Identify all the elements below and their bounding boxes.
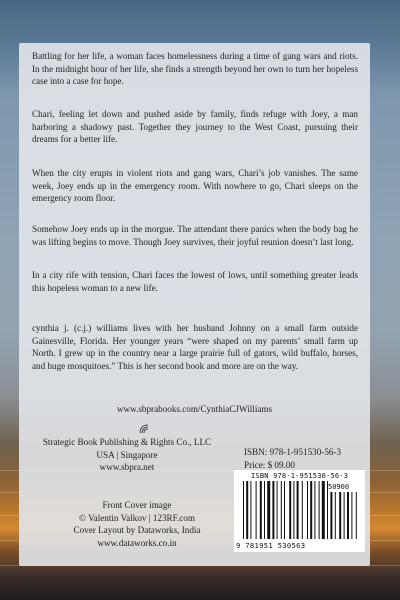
barcode-bar [302, 481, 303, 539]
publisher-name: Strategic Book Publishing & Rights Co., LLC [42, 437, 212, 447]
cover-credits [62, 499, 212, 549]
blurb-paragraph-5: In a city rife with tension, Chari faces the lowest of lows, until something greater leads this hopeless woman to a new life. [32, 270, 358, 293]
barcode-bar [307, 481, 308, 539]
credit-line-2: © Valentin Valkov | 123RF.com [79, 512, 195, 523]
barcode-bar [260, 481, 262, 539]
back-cover-panel [19, 43, 370, 566]
barcode-number: 9 781951 530563 [236, 541, 306, 550]
barcode-bars-icon [234, 470, 365, 552]
blurb-paragraph-3: When the city erupts in violent riots and gang wars, Chari’s job vanishes. The same week, Joey ends up in the emergency room. With nowhere to go, Chari sleeps on the emergency room floor. [32, 168, 358, 204]
barcode-bar [256, 481, 257, 539]
blurb-paragraph-4: Somehow Joey ends up in the morgue. The attendant there panics when the body bag he was lifting begins to move. Though Joey survives, their joyful reunion doesn’t last long. [32, 224, 358, 247]
barcode-bar [322, 481, 325, 539]
isbn-price-block [244, 446, 341, 471]
publisher-website[interactable]: www.sbpra.net [99, 462, 155, 473]
barcode-bar [319, 481, 320, 539]
price-text: Price: $ 09.00 [244, 459, 295, 470]
sbpra-logo-icon [137, 422, 151, 436]
publisher-location: USA | Singapore [96, 449, 158, 460]
barcode-addon-bar [344, 492, 345, 539]
barcode-addon-bar [339, 492, 341, 539]
barcode-bar [250, 481, 251, 539]
barcode-bar [243, 481, 244, 539]
barcode-bar [284, 481, 285, 539]
barcode-bar [310, 481, 312, 539]
author-bio: cynthia j. (c.j.) williams lives with her husband Johnny on a small farm outside Gainesville, Florida. Her younger years “were shaped on my parents’ small farm up North. I grew up in the country near a large prairie full of gators, wild buffalo, horses, and huge mosquitoes.” This is her second book and more are on the way. [32, 323, 358, 371]
barcode-isbn-label: ISBN 978-1-951530-56-3 [251, 472, 349, 480]
barcode-bar [264, 481, 265, 539]
barcode [234, 470, 365, 552]
barcode-bar [293, 481, 294, 539]
barcode-bar [246, 481, 248, 539]
credit-line-4[interactable]: www.dataworks.co.in [97, 537, 177, 548]
barcode-bar [281, 481, 282, 539]
blurb-paragraph-2: Chari, feeling let down and pushed aside by family, finds refuge with Joey, a man harboring a shadowy past. Together they journey to the West Coast, pursuing their dreams for a better life. [32, 109, 358, 145]
barcode-bar [267, 481, 270, 539]
barcode-addon-bar [351, 492, 352, 539]
barcode-bar [277, 481, 278, 539]
barcode-addon-bar [347, 492, 349, 539]
author-url-link[interactable]: www.sbprabooks.com/CynthiaCJWilliams [116, 404, 273, 414]
barcode-addon-label: 50900 [328, 483, 350, 491]
barcode-bar [289, 481, 291, 539]
blurb-paragraph-1: Battling for her life, a woman faces homelessness during a time of gang wars and riots. In the midnight hour of her life, she finds a strength beyond her own to turn her hopeless case into a case for hope. [32, 51, 358, 87]
credit-line-3: Cover Layout by Dataworks, India [73, 525, 201, 536]
credit-line-1: Front Cover image [102, 500, 172, 510]
barcode-bar [314, 481, 315, 539]
isbn-text: ISBN: 978-1-951530-56-3 [244, 447, 342, 457]
barcode-addon-bar [330, 492, 332, 539]
barcode-addon-bar [335, 492, 336, 539]
barcode-addon-bar [327, 492, 328, 539]
barcode-bar [272, 481, 274, 539]
publisher-block [32, 436, 222, 474]
barcode-addon-bar [356, 492, 357, 539]
barcode-bar [297, 481, 299, 539]
